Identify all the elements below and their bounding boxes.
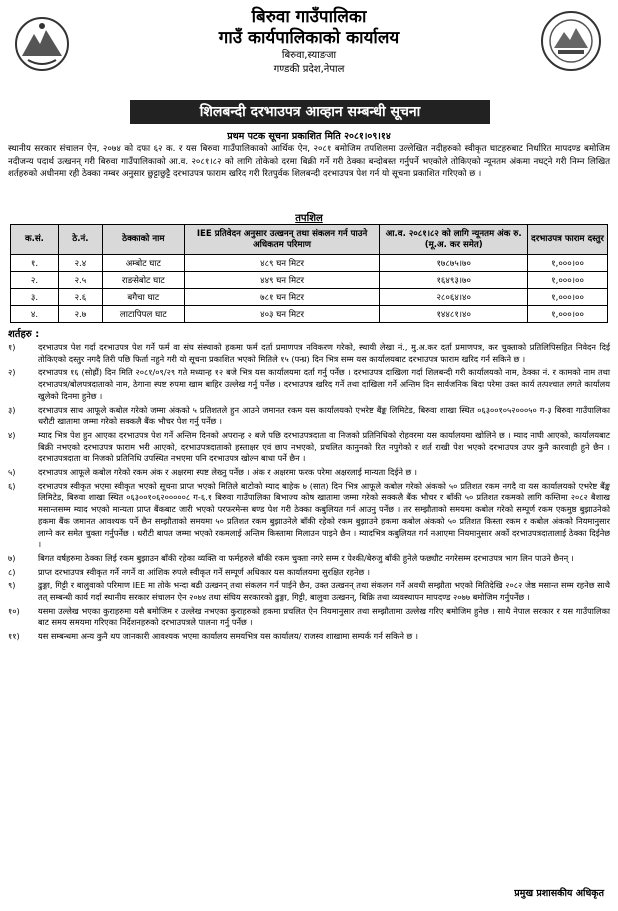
- column-header: ठे.नं.: [58, 225, 102, 255]
- office-province: गण्डकी प्रदेश,नेपाल: [273, 64, 345, 75]
- publication-date: प्रथम पटक सूचना प्रकाशित मिति २०८१।०९।१४: [227, 131, 391, 142]
- term-number: ४): [8, 429, 16, 440]
- table-cell: १६४९३।७०: [380, 272, 528, 289]
- table-cell: २.७: [58, 306, 102, 323]
- table-cell: १७८७५।७०: [380, 255, 528, 272]
- nepal-emblem-icon: [14, 16, 70, 72]
- term-text: यसमा उल्लेख भएका कुराहरुमा यसै बमोजिम र उल्लेख नभएका कुराहरुको हकमा प्रचलित ऐन नियमानुसार तथा सम्झौतामा उल्लेख गरिए बमोजिम हुनेछ । साथै नेपाल सरकार र यस गाउँपालिका बाट समय समयमा गरिएका निर्देशनहरुको दरभाउपत्रले पालना गर्नु पर्नेछ ।: [38, 605, 610, 628]
- term-text: दरभाउपत्र स्वीकृत भएमा स्वीकृत भएको सूचना प्राप्त भएको मितिले बाटोको म्याद बाहेक ७ (सात) दिन भित्र आफूले कबोल गरेको अंकको ५० प्रतिशत रकम नगदै वा यस कार्यालयको एभरेष्ट बैंङ्क लिमिटेड, बिरुवा शाखा स्थित ०६३००१०६२०००००८ ग-६.१ बिरुवा गाउँपालिका बिभाज्य कोष खातामा जम्मा गरेको सक्कलै बैंक भौचर र बाँकी ५० प्रतिशत रकमको लागि कम्तिमा २०८२ बैशाख मसान्तसम्म म्याद भएको मान्यता प्राप्त बैंकबाट जारी भएको परफरमेन्स बण्ड पेश गरी ठेक्का कबुलियत गर्न आउनु पर्नेछ । तर सम्झौताको समयमा कबोल गरेको सम्पूर्ण रकम एकमुष्ठ बुझाउनेको हकमा बैंक जमानत आवश्यक पर्ने छैन सम्झौताको समयमा ५० प्रतिशत रकम बुझाउनेले बाँकी रहेको रकम बुझाउने हकमा कबोल अंकको ५० प्रतिशत किस्ता रकम र कबोल अंकको नियमानुसार लाग्ने कर समेत चुक्ता गर्नुपर्नेछ । धरौटी बापत जम्मा भएको रकमलाई अन्तिम किस्तामा मिलाउन पाइने छैन । म्यादभित्र कबुलियत गर्न नआएमा नियमानुसार अर्को दरभाउपत्रदातालाई ठेक्का दिईनेछ ।: [38, 480, 610, 550]
- terms-heading: शर्तहरु :: [8, 329, 40, 340]
- table-cell: १४४८१।४०: [380, 306, 528, 323]
- table-cell: २.४: [58, 255, 102, 272]
- term-item: [8, 553, 610, 565]
- signatory: प्रमुख प्रशासकीय अधिकृत: [514, 888, 604, 899]
- table-title: तपशिल: [295, 213, 323, 224]
- term-item: [8, 606, 610, 629]
- term-number: ७): [8, 552, 16, 563]
- table-cell: १.: [11, 255, 59, 272]
- term-text: दरभाउपत्र साथ आफूले कबोल गरेको जम्मा अंकको ५ प्रतिशतले हुन आउने जमानत रकम यस कार्यालयको एभरेष्ट बैंङ्क लिमिटेड, बिरुवा शाखा स्थित ०६३००१०५२०००५० ग-३ बिरुवा गाउँपालिका धरौटी खातामा जम्मा गरेको सक्कलै बैंक भौचर पेश गर्नु पर्नेछ ।: [38, 404, 610, 427]
- column-header: आ.व. २०८१।८२ को लागि न्यूनतम अंक रु.(मू.अ. कर समेत): [380, 225, 528, 255]
- letterhead: [0, 0, 618, 92]
- office-location: बिरुवा,स्याङजा: [281, 50, 337, 61]
- table-cell: ७८१ घन मिटर: [184, 289, 380, 306]
- term-text: यस सम्बन्धमा अन्य कुनै थप जानकारी आवश्यक भएमा कार्यालय समयभित्र यस कार्यालय/ राजस्व शाखामा सम्पर्क गर्न सकिने छ ।: [38, 631, 418, 642]
- table-row: [11, 306, 608, 323]
- terms-list: [8, 342, 610, 645]
- term-number: ६): [8, 480, 16, 491]
- term-number: २): [8, 367, 16, 378]
- term-number: ८): [8, 566, 16, 577]
- notice-title: शिलबन्दी दरभाउपत्र आव्हान सम्बन्धी सूचना: [130, 100, 490, 124]
- column-header: ठेक्काको नाम: [102, 225, 184, 255]
- term-item: [8, 430, 610, 465]
- term-item: [8, 367, 610, 402]
- term-number: ९): [8, 580, 16, 591]
- column-header: क.सं.: [11, 225, 59, 255]
- table-cell: अम्बोट घाट: [102, 255, 184, 272]
- term-number: ३): [8, 404, 16, 415]
- table-cell: ४८९ घन मिटर: [184, 255, 380, 272]
- table-cell: ४०३ घन मिटर: [184, 306, 380, 323]
- term-number: १): [8, 342, 16, 352]
- table-cell: २.६: [58, 289, 102, 306]
- term-number: ५): [8, 467, 16, 478]
- table-cell: लाटापिपल घाट: [102, 306, 184, 323]
- table-row: [11, 255, 608, 272]
- term-item: [8, 631, 610, 643]
- table-row: [11, 289, 608, 306]
- municipality-logo-icon: [540, 10, 602, 72]
- term-number: ११): [8, 631, 20, 642]
- table-cell: राङसेबोट घाट: [102, 272, 184, 289]
- term-text: म्याद भित्र पेश हुन आएका दरभाउपत्र पेश गर्ने अन्तिम दिनको अपरान्ह २ बजे पछि दरभाउपत्रदाता वा निजको प्रतिनिधिको रोहवरमा यस कार्यालयमा खोलिने छ । म्याद नाघी आएको, कार्यालयबाट बिक्री नभएको दरभाउपत्र फाराम भरी आएको, दरभाउपत्रदाताको हस्ताक्षर एवं छाप नभएको, प्रचलित कानुनको रित नपुगेको र शर्त राखी पेश भएको दरभाउपत्र उपर कुनै कारवाही हुने छैन । दरभाउपत्रदाता वा निजको प्रतिनिधि उपस्थित नभएमा पनि दरभाउपत्र खोल्न बाधा पर्ने छैन ।: [38, 429, 610, 464]
- municipality-name: बिरुवा गाउँपालिका: [251, 7, 367, 27]
- term-item: [8, 405, 610, 428]
- term-text: बिगत वर्षहरुमा ठेक्का लिई रकम बुझाउन बाँकी रहेका व्यक्ति वा फर्महरुले बाँकी रकम चुक्ता नगरे सम्म र पेश्की/बेरुजु बाँकी हुनेले फछ्यौट नगरेसम्म दरभाउपत्र भाग लिन पाउने छैनन् ।: [38, 552, 574, 563]
- term-text: दरभाउपत्र आफूले कबोल गरेको रकम अंक र अक्षरमा स्पष्ट लेख्नु पर्नेछ । अंक र अक्षरमा फरक परेमा अक्षरलाई मान्यता दिईने छ ।: [38, 467, 417, 478]
- intro-paragraph: स्थानीय सरकार संचालन ऐन, २०७४ को दफा ६२ क. र यस बिरुवा गाउँपालिकाको आर्थिक ऐन, २०८१ बमोजिम तपशिलमा उल्लेखित नदीहरुको स्वीकृत घाटहरुबाट निर्धारित मापदण्ड बमोजिम नदीजन्य पदार्थ उत्खनन् गरी बिरुवा गाउँपालिकाको आ.व. २०८१।८२ को लागि तोकेको दरमा बिक्री गर्ने गरी ठेक्का बन्दोबस्त गर्नुपर्ने भएकोले तोकिएको न्यूनतम अंकमा नघट्ने गरी निम्न लिखित शर्तहरुको अधीनमा रही ठेक्का नम्बर अनुसार छुट्टाछुट्टै दरभाउपत्र फाराम खरिद गरी रितपुर्वक शिलबन्दी दरभाउपत्र पेश गर्न यो सूचना प्रकाशित गरिएको छ ।: [8, 144, 610, 180]
- term-item: [8, 467, 610, 479]
- column-header: IEE प्रतिवेदन अनुसार उत्खनन् तथा संकलन गर्न पाउने अधिकतम परिमाण: [184, 225, 380, 255]
- table-cell: ३.: [11, 289, 59, 306]
- table-cell: १,०००।००: [528, 306, 608, 323]
- table-cell: बगैचा घाट: [102, 289, 184, 306]
- table-cell: ४४९ घन मिटर: [184, 272, 380, 289]
- table-row: [11, 272, 608, 289]
- term-item: [8, 567, 610, 579]
- table-cell: २.: [11, 272, 59, 289]
- contract-table: [10, 224, 608, 323]
- term-text: प्राप्त दरभाउपत्र स्वीकृत गर्ने नगर्ने वा आंशिक रुपले स्वीकृत गर्ने सम्पूर्ण अधिकार यस कार्यालयमा सुरक्षित रहनेछ ।: [38, 566, 370, 577]
- term-item: [8, 481, 610, 551]
- table-cell: २.५: [58, 272, 102, 289]
- table-cell: ४.: [11, 306, 59, 323]
- table-cell: १,०००।००: [528, 255, 608, 272]
- term-item: [8, 342, 610, 365]
- table-cell: १,०००।००: [528, 272, 608, 289]
- column-header: दरभाउपत्र फाराम दस्तुर: [528, 225, 608, 255]
- term-item: [8, 580, 610, 603]
- term-number: १०): [8, 605, 20, 616]
- table-cell: २८०६४।४०: [380, 289, 528, 306]
- term-text: दरभाउपत्र पेश गर्दा दरभाउपत्र पेश गर्ने फर्म वा संघ संस्थाको हकमा फर्म दर्ता प्रमाणपत्र नविकरण गरेको, स्थायी लेखा नं., मु.अ.कर दर्ता प्रमाणपत्र, कर चुक्ताको प्रतिलिपिसहित निवेदन दिई तोकिएको दस्तुर नगदै तिरी पछि फिर्ता नहुने गरी यो सूचना प्रकाशित भएको मितिले १५ (पन्ध्र) दिन भित्र सम्म यस कार्यालयबाट दरभाउपत्र फाराम खरिद गर्न सकिने छ ।: [38, 342, 610, 364]
- term-text: ढुङ्गा, गिट्टी र बालुवाको परिमाण IEE मा तोके भन्दा बढी उत्खनन् तथा संकलन गर्न पाईने छैन, उक्त उत्खनन् तथा संकलन गर्ने अवधी सम्झौता भएको मितिदेखि २०८२ जेष्ठ मसान्त सम्म रहनेछ साथै तत् सम्बन्धी कार्य गर्दा स्थानीय सरकार संचालन ऐन २०७४ तथा संघिय सरकारको ढुङ्गा, गिट्टी, बालुवा उत्खनन्, बिक्रि तथा व्यवस्थापन मापदण्ड २०७७ बमोजिम गर्नुपर्नेछ ।: [38, 580, 610, 603]
- table-cell: १,०००।००: [528, 289, 608, 306]
- table-header-row: [11, 225, 608, 255]
- term-text: दरभाउपत्र १६ (सोह्रौं) दिन मिति २०८१/०९/२९ गते मध्यान्ह १२ बजे भित्र यस कार्यालयमा दर्ता गर्नु पर्नेछ । दरभाउपत्र दाखिला गर्दा शिलबन्दी गरी कार्यालयको नाम, ठेक्का नं. र कामको नाम तथा दरभाउपत्र/बोलपत्रदाताको नाम, ठेगाना स्पष्ट रुपमा खाम बाहिर उल्लेख गर्नु पर्नेछ । दरभाउपत्र खरिद गर्ने तथा दाखिला गर्ने अन्तिम दिन सार्वजनिक बिदा परेमा उक्त कार्य तत्पश्चात लगते कार्यालय खुलेको दिनमा हुनेछ ।: [38, 367, 610, 401]
- office-name: गाउँ कार्यपालिकाको कार्यालय: [218, 28, 400, 48]
